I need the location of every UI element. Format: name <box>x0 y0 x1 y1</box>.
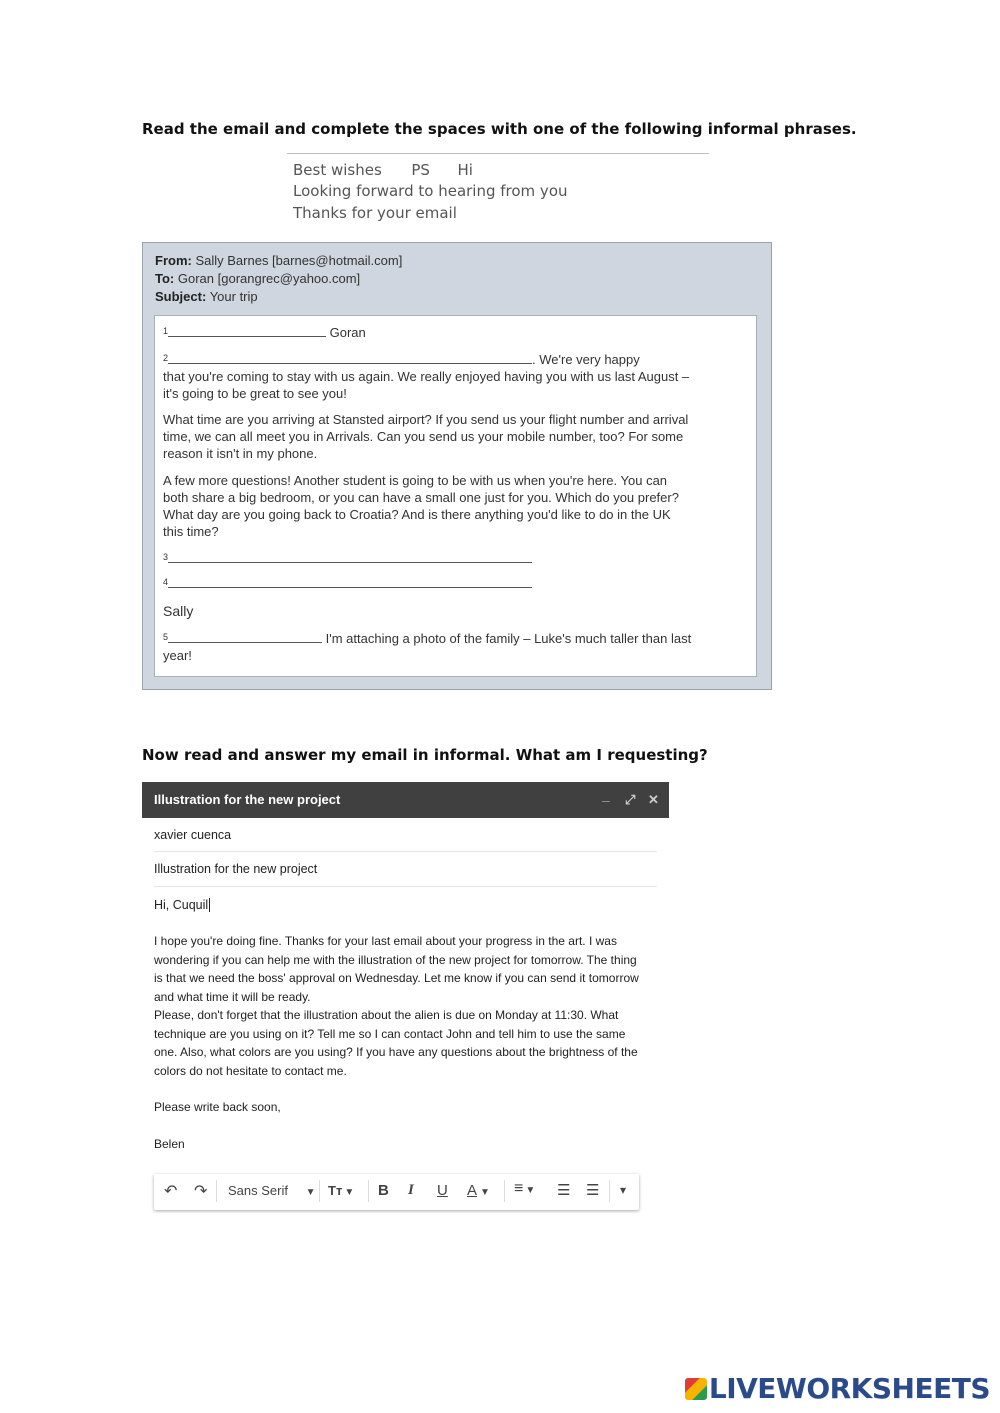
chevron-down-icon: ▼ <box>344 1187 355 1198</box>
bold-button[interactable]: B <box>378 1182 389 1199</box>
phrase-best-wishes: Best wishes <box>293 161 382 179</box>
subject-line <box>155 289 258 304</box>
closing: Please write back soon, <box>154 1100 281 1114</box>
greeting-name: Goran <box>329 325 366 340</box>
toolbar-divider <box>504 1180 505 1202</box>
blank-number-2: 2 <box>163 353 169 363</box>
p1-line-2: it's going to be great to see you! <box>163 386 347 401</box>
phrase-looking-forward: Looking forward to hearing from you <box>293 182 568 200</box>
font-select[interactable] <box>228 1183 316 1198</box>
toolbar-divider <box>609 1180 610 1202</box>
body-line: wondering if you can help me with the illustration of the new project for tomorrow. The thing <box>154 952 637 967</box>
phrase-thanks: Thanks for your email <box>293 204 457 222</box>
liveworksheets-logo <box>685 1372 990 1405</box>
p2-line-2: time, we can all meet you in Arrivals. Can you send us your mobile number, too? For some <box>163 429 684 444</box>
bulleted-list-icon[interactable]: ☰ <box>586 1182 600 1199</box>
phrase-ps: PS <box>411 161 430 179</box>
toolbar-divider <box>368 1180 369 1202</box>
p3-line-3: What day are you going back to Croatia? And is there anything you'd like to do in the UK <box>163 507 671 522</box>
body-line: and what time it will be ready. <box>154 989 311 1004</box>
blank-4-line <box>163 574 532 592</box>
from-value: Sally Barnes [barnes@hotmail.com] <box>195 253 403 268</box>
message-body[interactable] <box>154 932 659 1153</box>
p3-line-2: both share a big bedroom, or you can have a small one just for you. Which do you prefer? <box>163 490 679 505</box>
body-line: one. Also, what colors are you using? If you have any questions about the brightness of the <box>154 1045 638 1059</box>
p2-line-3: reason it isn't in my phone. <box>163 446 318 461</box>
subject-field[interactable]: Illustration for the new project <box>154 862 318 876</box>
p2-line-1: What time are you arriving at Stansted airport? If you send us your flight number and arrival <box>163 412 689 427</box>
greeting[interactable] <box>154 898 210 912</box>
p1-line-1: that you're coming to stay with us again. We really enjoyed having you with us last August – <box>163 369 690 384</box>
align-icon[interactable] <box>514 1180 535 1198</box>
align-glyph: ≡ <box>514 1180 524 1197</box>
blank-number-3: 3 <box>163 552 169 562</box>
compose-title: Illustration for the new project <box>154 792 341 807</box>
expand-icon[interactable]: ⤢ <box>625 792 636 807</box>
underline-button[interactable]: U <box>437 1182 448 1199</box>
ps-text: I'm attaching a photo of the family – Luke's much taller than last <box>325 631 692 646</box>
minimize-icon[interactable]: _ <box>602 787 610 803</box>
chevron-down-icon: ▼ <box>480 1187 490 1198</box>
blank-1[interactable] <box>168 323 326 337</box>
compose-titlebar <box>142 782 669 818</box>
chevron-down-icon: ▼ <box>525 1185 536 1196</box>
chevron-down-icon: ▼ <box>305 1187 316 1198</box>
blank-number-4: 4 <box>163 577 169 587</box>
subject-value: Your trip <box>209 289 258 304</box>
blank-4[interactable] <box>168 574 532 588</box>
blank-2-line <box>163 350 640 368</box>
p3-line-4: this time? <box>163 524 219 539</box>
greeting-text: Hi, Cuquil <box>154 898 209 912</box>
p3-line-1: A few more questions! Another student is going to be with us when you're here. You can <box>163 473 668 488</box>
blank-1-line <box>163 323 366 341</box>
more-options-icon[interactable]: ▾ <box>620 1183 627 1197</box>
redo-icon[interactable]: ↷ <box>194 1183 208 1200</box>
body-line: I hope you're doing fine. Thanks for your last email about your progress in the art. I was <box>154 934 617 948</box>
blank-number-1: 1 <box>163 326 169 336</box>
text-color-glyph: A <box>467 1182 478 1199</box>
divider <box>154 886 657 887</box>
instruction-1: Read the email and complete the spaces with one of the following informal phrases. <box>142 120 857 138</box>
text-cursor <box>209 898 210 912</box>
undo-icon[interactable]: ↶ <box>164 1183 178 1200</box>
blank-5-line <box>163 629 691 647</box>
body-line: colors do not hesitate to contact me. <box>154 1063 347 1078</box>
blank-2[interactable] <box>168 350 532 364</box>
text-color-button[interactable] <box>467 1182 490 1199</box>
blank-3-line <box>163 549 532 567</box>
numbered-list-icon[interactable]: ☰ <box>557 1182 571 1199</box>
to-value: Goran [gorangrec@yahoo.com] <box>177 271 361 286</box>
body-line: technique are you using on it? Tell me so I can contact John and tell him to use the same <box>154 1026 626 1041</box>
phrase-box <box>287 153 709 230</box>
font-size-glyph: Tт <box>328 1183 343 1198</box>
from-line <box>155 253 402 268</box>
font-label: Sans Serif <box>228 1183 288 1198</box>
blank-number-5: 5 <box>163 632 169 642</box>
from-label: From: <box>155 253 192 268</box>
email-body <box>154 315 757 677</box>
compose-window <box>142 782 669 1212</box>
logo-mark-icon <box>685 1378 707 1400</box>
sender-name: Belen <box>154 1136 185 1151</box>
email-sally <box>142 242 772 690</box>
body-line: is that we need the boss' approval on Wednesday. Let me know if you can send it tomorrow <box>154 971 639 985</box>
toolbar-divider <box>319 1180 320 1202</box>
font-size-icon[interactable] <box>328 1183 354 1198</box>
phrase-hi: Hi <box>457 161 473 179</box>
divider <box>154 851 657 852</box>
ps-text-end: year! <box>163 648 192 663</box>
subject-label: Subject: <box>155 289 207 304</box>
signature: Sally <box>163 603 194 619</box>
to-line <box>155 271 360 286</box>
phrase-row-1 <box>293 161 473 179</box>
italic-button[interactable]: I <box>408 1182 414 1198</box>
toolbar-divider <box>216 1180 217 1202</box>
logo-text: LIVEWORKSHEETS <box>708 1372 990 1405</box>
format-toolbar <box>154 1174 639 1210</box>
to-field[interactable]: xavier cuenca <box>154 828 232 842</box>
instruction-2: Now read and answer my email in informal. What am I requesting? <box>142 746 708 764</box>
blank-5[interactable] <box>168 629 322 643</box>
body-line: Please, don't forget that the illustration about the alien is due on Monday at 11:30. What <box>154 1008 619 1022</box>
line-2-end: . We're very happy <box>532 352 640 367</box>
blank-3[interactable] <box>168 549 532 563</box>
close-icon[interactable]: ✕ <box>648 792 659 807</box>
to-label: To: <box>155 271 175 286</box>
